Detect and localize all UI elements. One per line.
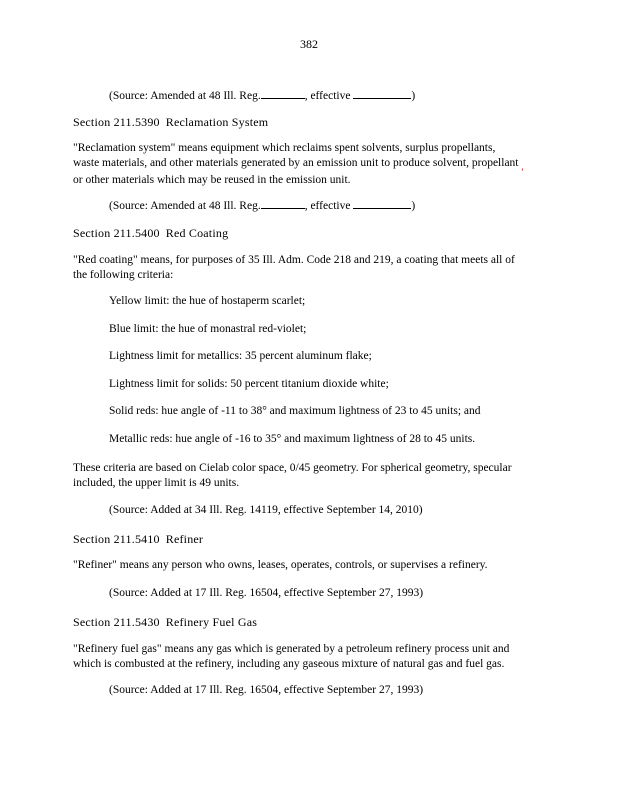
section-text-5410: "Refiner" means any person who owns, leases, operates, controls, or supervises a refinery. xyxy=(73,559,488,571)
text-line: "Red coating" means, for purposes of 35 Ill. Adm. Code 218 and 219, a coating that meets all of xyxy=(73,254,515,266)
criterion-item: Metallic reds: hue angle of -16 to 35° and maximum lightness of 28 to 45 units. xyxy=(109,433,476,445)
text-line xyxy=(73,156,524,174)
text-line: included, the upper limit is 49 units. xyxy=(73,476,240,489)
source-note: (Source: Added at 17 Ill. Reg. 16504, effective September 27, 1993) xyxy=(109,587,424,599)
blank-line xyxy=(353,198,411,209)
blank-line xyxy=(261,198,305,209)
section-title: Refinery Fuel Gas xyxy=(165,615,258,629)
source-note xyxy=(109,88,415,102)
revision-mark: , xyxy=(521,160,524,171)
text-line: These criteria are based on Cielab color space, 0/45 geometry. For spherical geometry, specular xyxy=(73,462,512,474)
criterion-item: Solid reds: hue angle of -11 to 38° and maximum lightness of 23 to 45 units; and xyxy=(109,405,481,417)
section-number: Section 211.5410 xyxy=(73,532,160,546)
section-closing-5400 xyxy=(73,461,512,490)
source-middle: , effective xyxy=(304,90,351,102)
source-prefix: (Source: Amended at 48 Ill. Reg. xyxy=(109,90,261,102)
section-heading-5410 xyxy=(73,532,203,547)
source-suffix: ) xyxy=(411,90,416,102)
section-title: Red Coating xyxy=(165,226,229,240)
text-line: which is combusted at the refinery, including any gaseous mixture of natural gas and fuel gas. xyxy=(73,657,505,670)
criterion-item: Lightness limit for solids: 50 percent titanium dioxide white; xyxy=(109,378,389,390)
text-line-content: waste materials, and other materials generated by an emission unit to produce solvent, propellant xyxy=(73,156,519,169)
text-line: the following criteria: xyxy=(73,268,174,281)
section-text-5430 xyxy=(73,642,509,671)
source-middle: , effective xyxy=(304,200,351,212)
section-title: Refiner xyxy=(165,532,204,546)
section-heading-5430 xyxy=(73,615,257,630)
source-note: (Source: Added at 17 Ill. Reg. 16504, effective September 27, 1993) xyxy=(109,684,424,696)
section-number: Section 211.5390 xyxy=(73,115,160,129)
criterion-item: Yellow limit: the hue of hostaperm scarlet; xyxy=(109,295,306,307)
section-heading-5400 xyxy=(73,226,228,241)
source-prefix: (Source: Amended at 48 Ill. Reg. xyxy=(109,200,261,212)
source-suffix: ) xyxy=(411,200,416,212)
section-heading-5390 xyxy=(73,115,268,130)
criterion-item: Blue limit: the hue of monastral red-violet; xyxy=(109,323,307,335)
source-note xyxy=(109,198,415,212)
section-number: Section 211.5400 xyxy=(73,226,160,240)
text-line: or other materials which may be reused in the emission unit. xyxy=(73,174,351,187)
blank-line xyxy=(353,88,411,99)
section-number: Section 211.5430 xyxy=(73,615,160,629)
text-line: "Reclamation system" means equipment which reclaims spent solvents, surplus propellants, xyxy=(73,142,496,154)
text-line: "Refinery fuel gas" means any gas which is generated by a petroleum refinery process unit and xyxy=(73,643,510,655)
section-intro-5400 xyxy=(73,253,515,282)
page-number: 382 xyxy=(300,37,318,51)
blank-line xyxy=(261,88,305,99)
source-note: (Source: Added at 34 Ill. Reg. 14119, effective September 14, 2010) xyxy=(109,504,423,516)
section-text-5390 xyxy=(73,141,524,188)
section-title: Reclamation System xyxy=(165,115,269,129)
criterion-item: Lightness limit for metallics: 35 percent aluminum flake; xyxy=(109,350,372,362)
